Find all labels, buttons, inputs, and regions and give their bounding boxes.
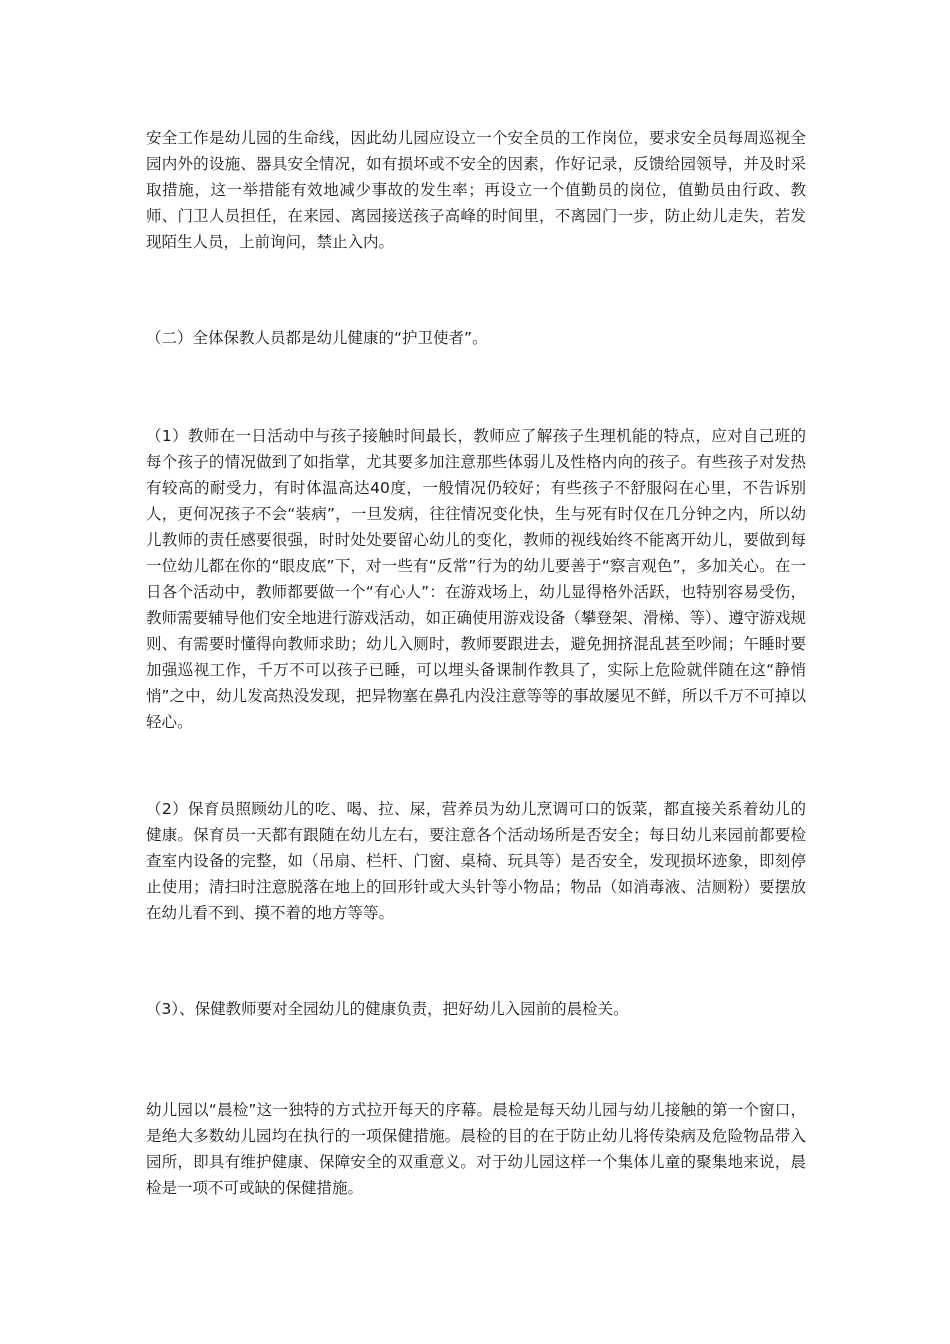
paragraph-safety-work: 安全工作是幼儿园的生命线，因此幼儿园应设立一个安全员的工作岗位，要求安全员每周巡视全园内外的设施、器具安全情况，如有损坏或不安全的因素，作好记录，反馈给园领导，并及时采取措施，这一举措能有效地减少事故的发生率；再设立一个值勤员的岗位，值勤员由行政、教师、门卫人员担任，在来园、离园接送孩子高峰的时间里，不离园门一步，防止幼儿走失，若发现陌生人员，上前询问，禁止入内。 — [146, 129, 806, 251]
paragraph-morning-check: 幼儿园以“晨检”这一独特的方式拉开每天的序幕。晨检是每天幼儿园与幼儿接触的第一个窗口，是绝大多数幼儿园均在执行的一项保健措施。晨检的目的在于防止幼儿将传染病及危险物品带入园所，即具有维护健康、保障安全的双重意义。对于幼儿园这样一个集体儿童的聚集地来说，晨检是一项不可或缺的保健措施。 — [146, 1101, 806, 1197]
paragraph-health-teacher: （3）、保健教师要对全园幼儿的健康负责，把好幼儿入园前的晨检关。 — [146, 1000, 629, 1018]
paragraph-nursery-staff: （2）保育员照顾幼儿的吃、喝、拉、屎，营养员为幼儿烹调可口的饭菜，都直接关系着幼儿的健康。保育员一天都有跟随在幼儿左右，要注意各个活动场所是否安全；每日幼儿来园前都要检查室内设备的完整，如（吊扇、栏杆、门窗、桌椅、玩具等）是否安全，发现损坏迹象，即刻停止使用；清扫时注意脱落在地上的回形针或大头针等小物品；物品（如消毒液、洁厕粉）要摆放在幼儿看不到、摸不着的地方等等。 — [146, 800, 806, 922]
paragraph-teachers: （1）教师在一日活动中与孩子接触时间最长，教师应了解孩子生理机能的特点，应对自己班的每个孩子的情况做到了如指掌，尤其要多加注意那些体弱儿及性格内向的孩子。有些孩子对发热有较高的耐受力，有时体温高达40度，一般情况仍较好；有些孩子不舒服闷在心里，不告诉别人，更何况孩子不会“装病”，一旦发病，往往情况变化快，生与死有时仅在几分钟之内，所以幼儿教师的责任感要很强，时时处处要留心幼儿的变化，教师的视线始终不能离开幼儿，要做到每一位幼儿都在你的“眼皮底”下，对一些有“反常”行为的幼儿要善于“察言观色”，多加关心。在一日各个活动中，教师都要做一个“有心人”：在游戏场上，幼儿显得格外活跃，也特别容易受伤，教师需要辅导他们安全地进行游戏活动，如正确使用游戏设备（攀登架、滑梯、等）、遵守游戏规则、有需要时懂得向教师求助；幼儿入厕时，教师要跟进去，避免拥挤混乱甚至吵闹；午睡时要加强巡视工作，千万不可以孩子已睡，可以埋头备课制作教具了，实际上危险就伴随在这“静悄悄”之中，幼儿发高热没发现，把异物塞在鼻孔内没注意等等的事故屡见不鲜，所以千万不可掉以轻心。 — [146, 427, 806, 731]
section-heading-guardians: （二）全体保教人员都是幼儿健康的“护卫使者”。 — [146, 329, 488, 347]
